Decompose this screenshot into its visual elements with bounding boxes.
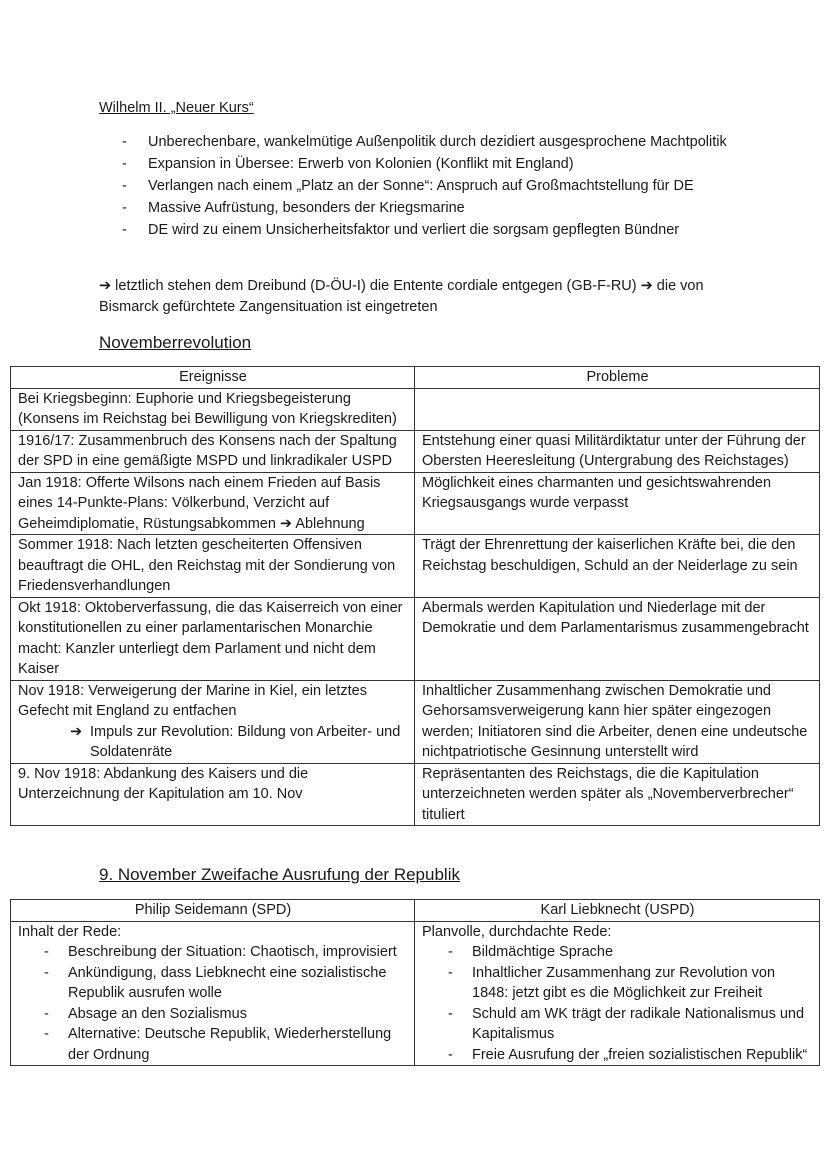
bullet-dash: - (44, 944, 49, 960)
seidemann-list (18, 942, 408, 1065)
problem-cell: Inhaltlicher Zusammenhang zwischen Demokratie und Gehorsamsverweigerung kann hier später eingezogen werden; Initiatoren sind die Arbeiter, denen eine undeutsche nichtpatriotische Gesinnung unterstellt wird (415, 680, 820, 763)
table-row (11, 763, 820, 826)
list-item-text: Absage an den Sozialismus (68, 1005, 247, 1022)
bullet-dash: - (122, 134, 127, 150)
seidemann-intro: Inhalt der Rede: (18, 923, 122, 940)
bullet-text: Unberechenbare, wankelmütige Außenpolitik durch dezidiert ausgesprochene Machtpolitik (148, 134, 727, 150)
table-row (11, 680, 820, 763)
list-item (448, 942, 813, 963)
event-cell: Jan 1918: Offerte Wilsons nach einem Frieden auf Basis eines 14-Punkte-Plans: Völkerbund, Verzicht auf Geheimdiplomatie, Rüstungsabkommen ➔ Ablehnung (11, 472, 415, 535)
table-row (11, 535, 820, 598)
list-item-text: Schuld am WK trägt der radikale Nationalismus und Kapitalismus (472, 1005, 805, 1042)
wilhelm-conclusion: ➔ letztlich stehen dem Dreibund (D-ÖU-I) die Entente cordiale entgegen (GB-F-RU) ➔ die von Bismarck gefürchtete Zangensituation ist eingetreten (99, 278, 704, 315)
table-header-row (11, 367, 820, 389)
list-item (44, 1024, 408, 1065)
list-item (122, 220, 742, 241)
seidemann-cell (11, 921, 415, 1066)
event-cell: Okt 1918: Oktoberverfassung, die das Kaiserreich von einer konstitutionellen zu einer parlamentarischen Monarchie macht: Kanzler unterliegt dem Parlament und nicht dem Kaiser (11, 597, 415, 680)
problem-cell: Möglichkeit eines charmanten und gesichtswahrenden Kriegsausgangs wurde verpasst (415, 472, 820, 535)
column-header-seidemann: Philip Seidemann (SPD) (11, 900, 415, 922)
ausrufung-heading: 9. November Zweifache Ausrufung der Republik (99, 865, 460, 884)
bullet-dash: - (122, 156, 127, 172)
list-item (122, 176, 742, 197)
novemberrevolution-heading: Novemberrevolution (99, 333, 252, 352)
events-problems-table (10, 366, 820, 826)
bullet-dash: - (44, 1026, 49, 1042)
bullet-text: Expansion in Übersee: Erwerb von Kolonien (Konflikt mit England) (148, 156, 574, 172)
problem-cell (415, 388, 820, 430)
event-cell: 9. Nov 1918: Abdankung des Kaisers und die Unterzeichnung der Kapitulation am 10. Nov (11, 763, 415, 826)
table-row (11, 388, 820, 430)
event-subpoint (18, 722, 408, 763)
event-cell: Sommer 1918: Nach letzten gescheiterten Offensiven beauftragt die OHL, den Reichstag mit der Sondierung von Friedensverhandlungen (11, 535, 415, 598)
list-item-text: Ankündigung, dass Liebknecht eine sozialistische Republik ausrufen wolle (68, 964, 387, 1001)
list-item-text: Alternative: Deutsche Republik, Wiederherstellung der Ordnung (68, 1026, 392, 1063)
table-row (11, 472, 820, 535)
bullet-dash: - (448, 1005, 453, 1022)
wilhelm-bullet-list (122, 132, 742, 242)
list-item-text: Beschreibung der Situation: Chaotisch, improvisiert (68, 944, 397, 960)
list-item (122, 132, 742, 153)
list-item (44, 1004, 408, 1025)
list-item (44, 942, 408, 963)
event-text: Nov 1918: Verweigerung der Marine in Kiel, ein letztes Gefecht mit England zu entfachen (18, 682, 367, 719)
problem-cell: Abermals werden Kapitulation und Niederlage mit der Demokratie und dem Parlamentarismus zusammengebracht (415, 597, 820, 680)
bullet-text: DE wird zu einem Unsicherheitsfaktor und verliert die sorgsam gepflegten Bündner (148, 222, 680, 238)
bullet-dash: - (122, 222, 127, 238)
wilhelm-heading: Wilhelm II. „Neuer Kurs“ (99, 100, 254, 116)
liebknecht-list (422, 942, 813, 1065)
bullet-dash: - (44, 964, 49, 981)
list-item-text: Freie Ausrufung der „freien sozialistischen Republik“ (472, 1046, 808, 1063)
list-item (448, 1045, 813, 1066)
arrow-right-icon: ➔ (70, 723, 83, 740)
list-item (448, 963, 813, 1004)
bullet-dash: - (448, 964, 453, 981)
list-item (122, 154, 742, 175)
event-cell: 1916/17: Zusammenbruch des Konsens nach der Spaltung der SPD in eine gemäßigte MSPD und linkradikaler USPD (11, 430, 415, 472)
table-row (11, 597, 820, 680)
list-item (122, 198, 742, 219)
problem-cell: Trägt der Ehrenrettung der kaiserlichen Kräfte bei, die den Reichstag beschuldigen, Schuld an der Neiderlage zu sein (415, 535, 820, 598)
liebknecht-cell (415, 921, 820, 1066)
table-row (11, 430, 820, 472)
problem-cell: Entstehung einer quasi Militärdiktatur unter der Führung der Obersten Heeresleitung (Untergrabung des Reichstages) (415, 430, 820, 472)
event-cell (11, 680, 415, 763)
bullet-dash: - (448, 944, 453, 960)
list-item-text: Inhaltlicher Zusammenhang zur Revolution von 1848: jetzt gibt es die Möglichkeit zur Freiheit (472, 964, 776, 1001)
table-header-row (11, 900, 820, 922)
bullet-dash: - (44, 1005, 49, 1022)
event-cell: Bei Kriegsbeginn: Euphorie und Kriegsbegeisterung (Konsens im Reichstag bei Bewilligung von Kriegskrediten) (11, 388, 415, 430)
speeches-table (10, 899, 820, 1066)
bullet-dash: - (448, 1046, 453, 1063)
column-header-events: Ereignisse (11, 367, 415, 389)
list-item-text: Bildmächtige Sprache (472, 944, 614, 960)
list-item (44, 963, 408, 1004)
bullet-dash: - (122, 200, 127, 216)
list-item (448, 1004, 813, 1045)
liebknecht-intro: Planvolle, durchdachte Rede: (422, 923, 612, 940)
column-header-liebknecht: Karl Liebknecht (USPD) (415, 900, 820, 922)
event-subpoint-text: Impuls zur Revolution: Bildung von Arbeiter- und Soldatenräte (90, 723, 401, 760)
problem-cell: Repräsentanten des Reichstags, die die Kapitulation unterzeichneten werden später als „Novemberverbrecher“ tituliert (415, 763, 820, 826)
bullet-text: Massive Aufrüstung, besonders der Kriegsmarine (148, 200, 465, 216)
table-row (11, 921, 820, 1066)
column-header-problems: Probleme (415, 367, 820, 389)
bullet-text: Verlangen nach einem „Platz an der Sonne“: Anspruch auf Großmachtstellung für DE (148, 178, 694, 194)
bullet-dash: - (122, 178, 127, 194)
